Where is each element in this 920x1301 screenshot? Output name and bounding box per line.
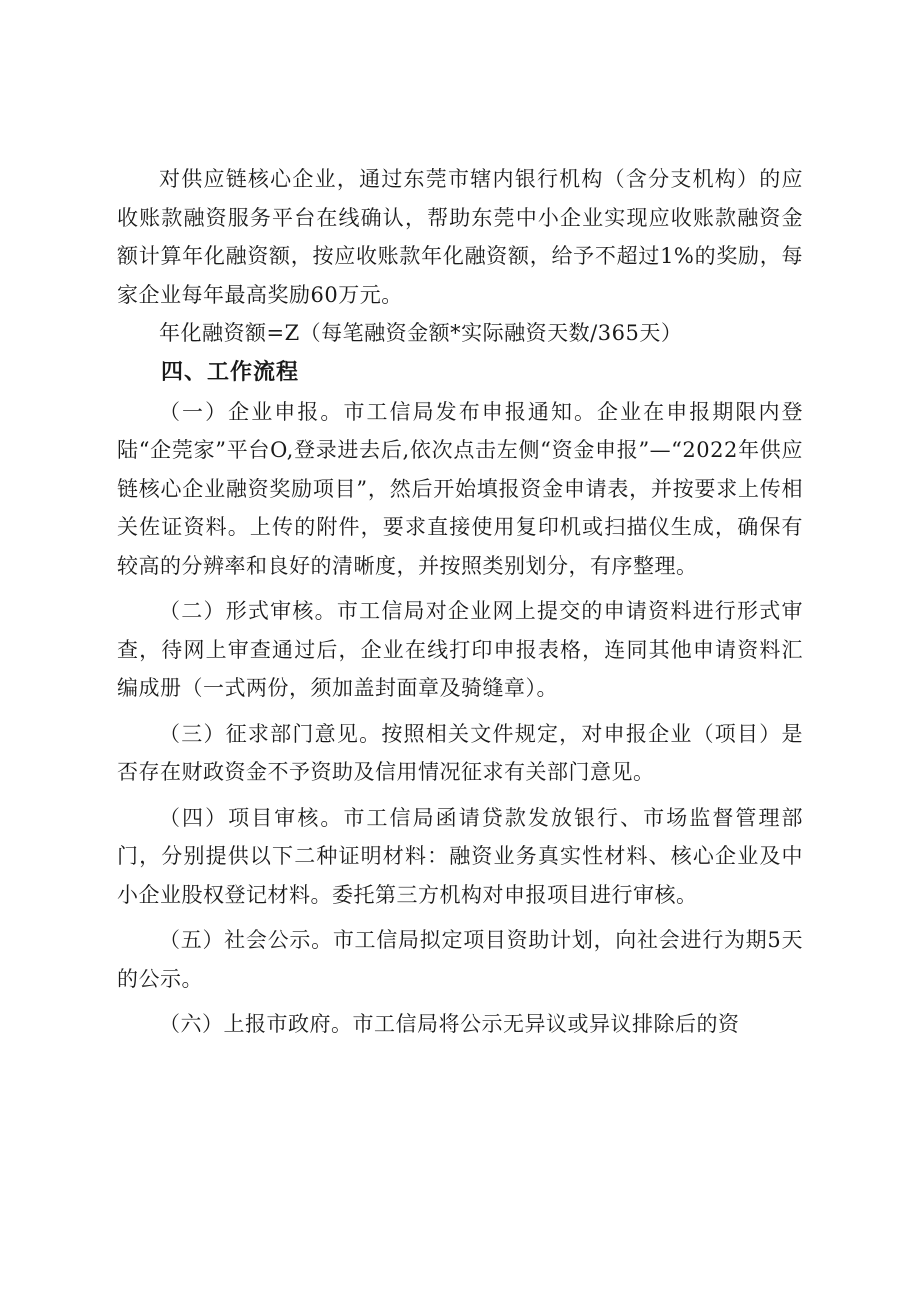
step-paragraph-1: （一）企业申报。市工信局发布申报通知。企业在申报期限内登陆“企莞家”平台O,登录进去后,依次点击左侧“资金申报”—“2022年供应链核心企业融资奖励项目”，然后开始填报资金申请表，并按要求上传相关佐证资料。上传的附件，要求直接使用复印机或扫描仪生成，确保有较高的分辨率和良好的清晰度，并按照类别划分，有序整理。: [117, 399, 803, 578]
step-paragraph-2: （二）形式审核。市工信局对企业网上提交的申请资料进行形式审查，待网上审查通过后，企业在线打印申报表格，连同其他申请资料汇编成册（一式两份，须加盖封面章及骑缝章）。: [117, 599, 803, 700]
step-paragraph-3: （三）征求部门意见。按照相关文件规定，对申报企业（项目）是否存在财政资金不予资助及信用情况征求有关部门意见。: [117, 721, 803, 784]
body-paragraph-reward: 对供应链核心企业，通过东莞市辖内银行机构（含分支机构）的应收账款融资服务平台在线确认，帮助东莞中小企业实现应收账款融资金额计算年化融资额，按应收账款年化融资额，给予不超过1%的奖励，每家企业每年最高奖励60万元。: [117, 167, 803, 307]
step-paragraph-5: （五）社会公示。市工信局拟定项目资助计划，向社会进行为期5天的公示。: [117, 928, 803, 991]
document-page: [117, 160, 803, 1044]
step-paragraph-4: （四）项目审核。市工信局函请贷款发放银行、市场监督管理部门，分别提供以下二种证明材料：融资业务真实性材料、核心企业及中小企业股权登记材料。委托第三方机构对申报项目进行审核。: [117, 805, 803, 907]
section-heading: 四、工作流程: [161, 359, 300, 385]
formula-line: 年化融资额=Z（每笔融资金额*实际融资天数/365天）: [159, 321, 683, 345]
step-paragraph-6: （六）上报市政府。市工信局将公示无异议或异议排除后的资: [159, 1012, 740, 1036]
